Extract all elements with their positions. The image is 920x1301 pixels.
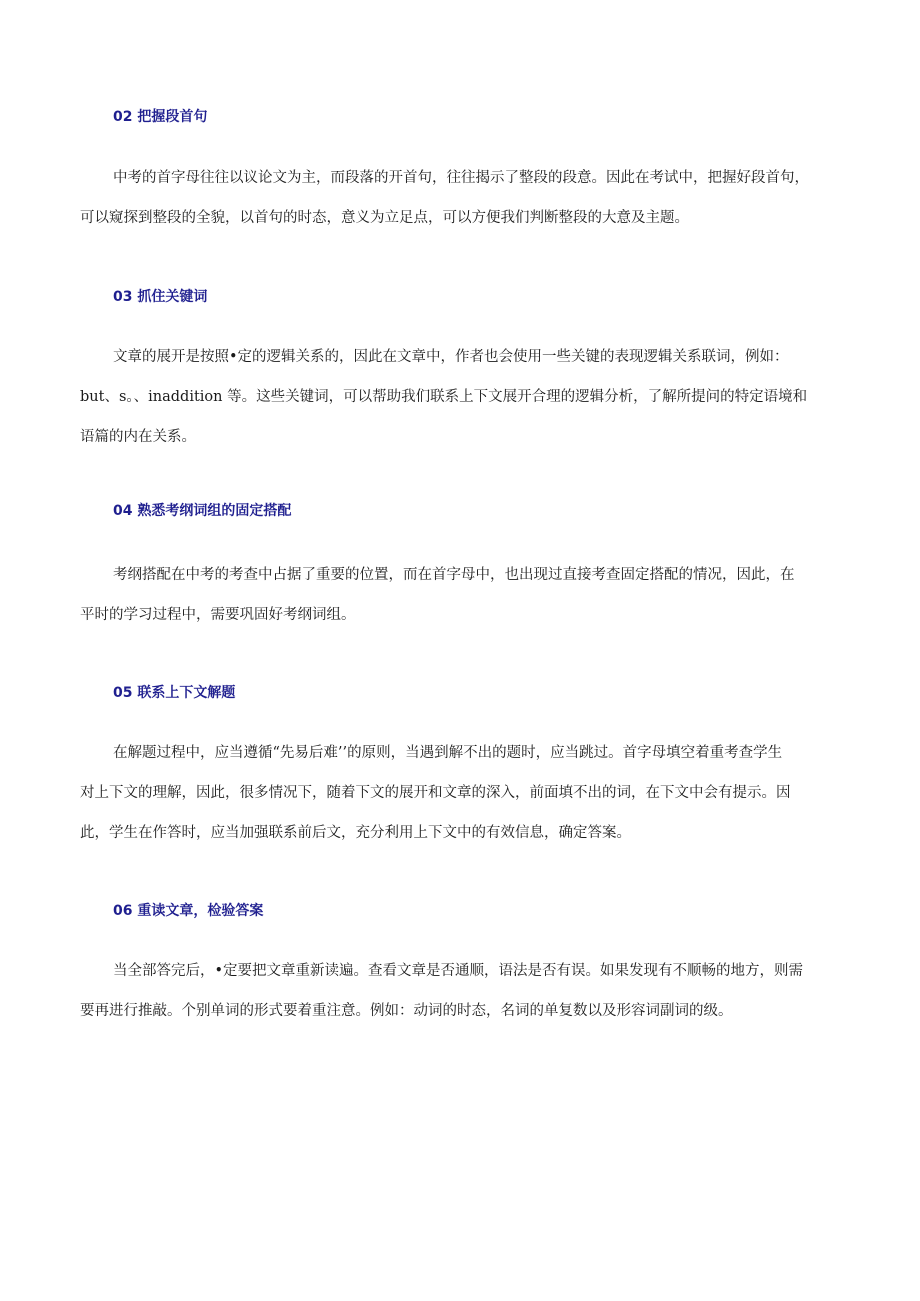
body-line: 平时的学习过程中，需要巩固好考纲词组。 — [80, 607, 356, 623]
body-line: 语篇的内在关系。 — [80, 429, 196, 445]
body-line: 中考的首字母往往以议论文为主，而段落的开首句，往往揭示了整段的段意。因此在考试中，把握好段首句， — [113, 170, 809, 186]
section-body-03 — [80, 337, 860, 457]
body-line: 可以窥探到整段的全貌，以首句的时态，意义为立足点，可以方便我们判断整段的大意及主题。 — [80, 210, 689, 226]
section-heading-03: 03 抓住关键词 — [113, 289, 208, 305]
section-body-05 — [80, 733, 860, 853]
body-line: 对上下文的理解，因此，很多情况下，随着下文的展开和文章的深入，前面填不出的词，在下文中会有提示。因 — [80, 785, 791, 801]
section-body-04 — [80, 555, 860, 635]
section-heading-02: 02 把握段首句 — [113, 109, 208, 125]
section-heading-05: 05 联系上下文解题 — [113, 685, 236, 701]
body-line: 考纲搭配在中考的考查中占据了重要的位置，而在首字母中，也出现过直接考查固定搭配的情况，因此，在 — [113, 567, 795, 583]
body-line: 文章的展开是按照•定的逻辑关系的，因此在文章中，作者也会使用一些关键的表现逻辑关系联词，例如： — [113, 349, 789, 365]
body-line: 此，学生在作答时，应当加强联系前后文，充分利用上下文中的有效信息，确定答案。 — [80, 825, 631, 841]
body-line: but、s。、inaddition 等。这些关键词，可以帮助我们联系上下文展开合理的逻辑分析，了解所提问的特定语境和 — [80, 389, 808, 405]
section-body-06 — [80, 951, 860, 1031]
body-line: 在解题过程中，应当遵循“先易后难’’的原则，当遇到解不出的题时，应当跳过。首字母填空着重考查学生 — [113, 745, 783, 761]
body-line: 当全部答完后，•定要把文章重新读遍。查看文章是否通顺，语法是否有误。如果发现有不顺畅的地方，则需 — [113, 963, 804, 979]
section-heading-06: 06 重读文章，检验答案 — [113, 903, 264, 919]
body-line: 要再进行推敲。个别单词的形式要着重注意。例如：动词的时态，名词的单复数以及形容词副词的级。 — [80, 1003, 733, 1019]
section-body-02 — [80, 158, 860, 238]
section-heading-04: 04 熟悉考纲词组的固定搭配 — [113, 503, 292, 519]
